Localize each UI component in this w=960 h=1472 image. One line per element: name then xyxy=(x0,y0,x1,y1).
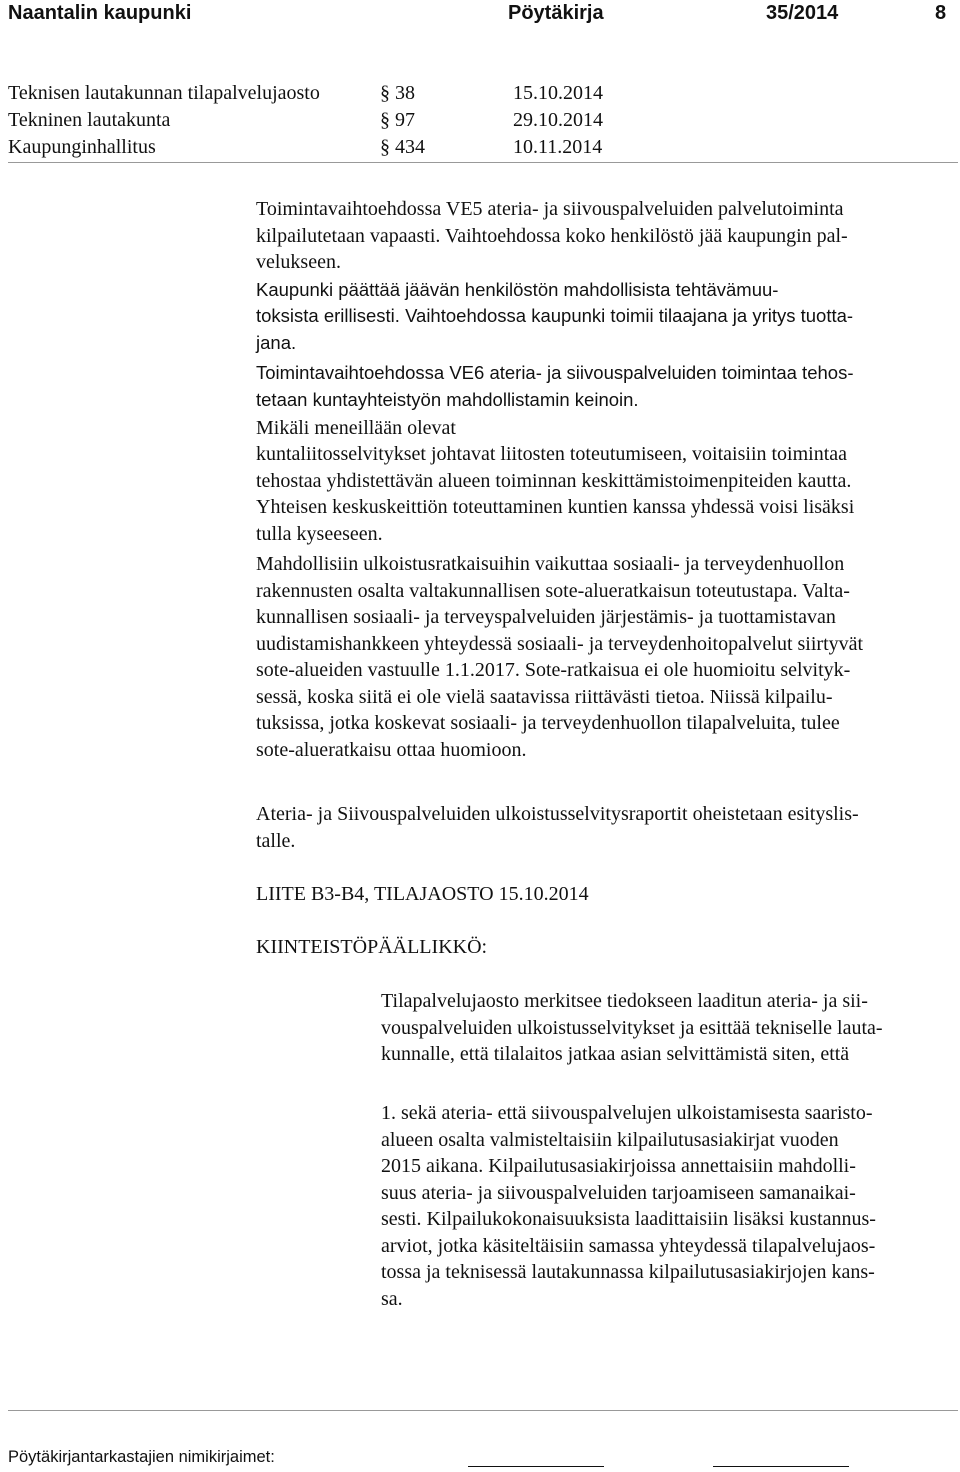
tracking-date: 10.11.2014 xyxy=(513,136,603,158)
tracking-date: 29.10.2014 xyxy=(513,109,603,131)
header-divider xyxy=(8,162,958,163)
attachment-reference: LIITE B3-B4, TILAJAOSTO 15.10.2014 xyxy=(256,883,589,905)
tracking-body: Teknisen lautakunnan tilapalvelujaosto xyxy=(8,82,320,104)
page-number: 8 xyxy=(935,2,947,24)
tracking-body: Kaupunginhallitus xyxy=(8,136,156,158)
document-header xyxy=(0,0,960,28)
proposal-intro: Tilapalvelujaosto merkitsee tiedokseen laaditun ateria- ja sii- vouspalveluiden ulkoistusselvitykset ja esittää tekniselle lauta- kunnalle, että tilalaitos jatkaa asian selvittämistä siten, että xyxy=(381,990,883,1065)
proposal-item-1: 1. sekä ateria- että siivouspalvelujen ulkoistamisesta saaristo- alueen osalta valmisteltaisiin kilpailutusasiakirjat vuoden 2015 aikana. Kilpailutusasiakirjoissa annettaisiin mahdolli- suus ateria- ja siivouspalveluiden tarjoamiseen samanaikai- sesti. Kilpailukokonaisuuksista laadittaisiin lisäksi kustannus- arviot, jotka käsiteltäisiin samassa yhteydessä tilapalvelujaos- tossa ja teknisessä lautakunnassa kilpailutusasiakirjojen kans- sa. xyxy=(381,1102,876,1310)
document-number: 35/2014 xyxy=(766,2,839,24)
document-type: Pöytäkirja xyxy=(508,2,604,24)
paragraph-ve5-continued xyxy=(256,250,956,356)
paragraph-ve5-text: Kaupunki päättää jäävän henkilöstön mahdollisista tehtävämuu- toksista erillisesti. Vaihtoehdossa kaupunki toimii tilaajana ja yritys tuotta- jana. xyxy=(256,278,854,353)
proposer-title: KIINTEISTÖPÄÄLLIKKÖ: xyxy=(256,936,488,958)
signature-line xyxy=(713,1466,849,1467)
paragraph-ve6: Toimintavaihtoehdossa VE6 ateria- ja siivouspalveluiden toimintaa tehos- tetaan kuntayhteistyön mahdollistamin keinoin. xyxy=(256,362,854,410)
organization-name: Naantalin kaupunki xyxy=(8,2,192,24)
tracking-section: § 38 xyxy=(380,82,415,104)
paragraph-ve6-continued xyxy=(256,388,956,547)
tracking-date: 15.10.2014 xyxy=(513,82,603,104)
footer-divider xyxy=(8,1410,958,1411)
tracking-body: Tekninen lautakunta xyxy=(8,109,171,131)
signature-line xyxy=(468,1466,604,1467)
tracking-section: § 434 xyxy=(380,136,425,158)
paragraph-sote: Mahdollisiin ulkoistusratkaisuihin vaikuttaa sosiaali- ja terveydenhuollon rakennusten osalta valtakunnallisen sote-alueratkaisun toteutustapa. Valta- kunnallisen sosiaali- ja terveyspalveluiden järjestämis- ja tuottamistavan uudistamishankkeen yhteydessä sosiaali- ja terveydenhoitopalvelut siirtyvät sote-alueiden vastuulle 1.1.2017. Sote-ratkaisua ei ole huomioitu selvityk- sessä, koska siitä ei ole vielä saatavissa riittävästi tietoa. Niissä kilpailu- tuksissa, jotka koskevat sosiaali- ja terveydenhuollon tilapalveluita, tulee sote-alueratkaisu ottaa huomioon. xyxy=(256,553,864,761)
tracking-section: § 97 xyxy=(380,109,415,131)
paragraph-ve6-text: Mikäli meneillään olevat kuntaliitosselvitykset johtavat liitosten toteutumiseen, voitaisiin toimintaa tehostaa yhdistettävän alueen toiminnan keskittämistoimenpiteiden kautta. Yhteisen keskuskeittiön toteuttaminen kuntien kanssa yhdessä voisi lisäksi tulla kyseeseen. xyxy=(256,416,855,545)
signature-label: Pöytäkirjantarkastajien nimikirjaimet: xyxy=(8,1448,275,1466)
paragraph-ve5: Toimintavaihtoehdossa VE5 ateria- ja siivouspalveluiden palvelutoiminta kilpailutetaan vapaasti. Vaihtoehdossa koko henkilöstö jää kaupungin pal- velukseen. xyxy=(256,198,848,273)
paragraph-reports: Ateria- ja Siivouspalveluiden ulkoistusselvitysraportit oheistetaan esityslis- talle. xyxy=(256,803,859,852)
